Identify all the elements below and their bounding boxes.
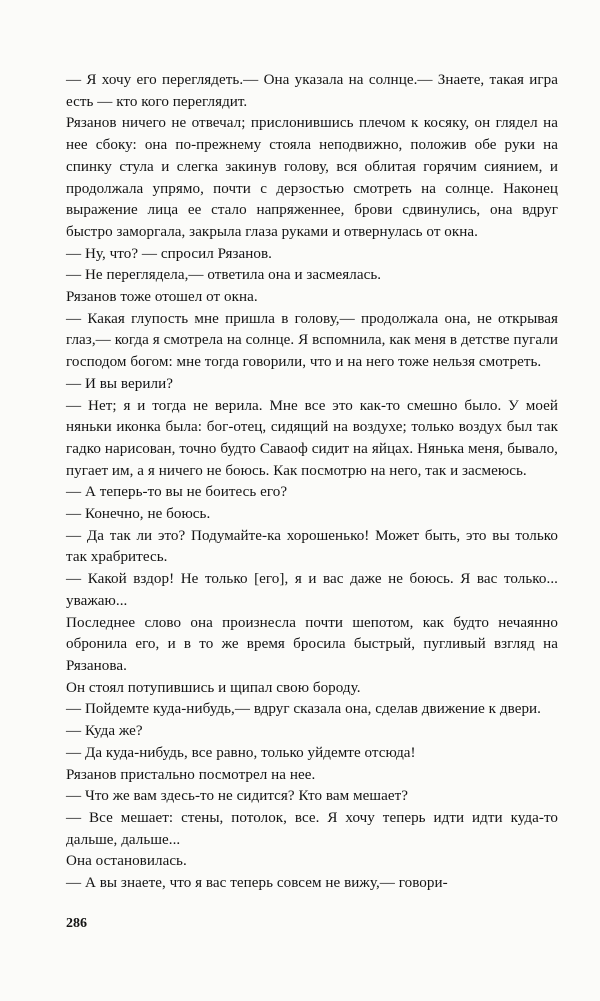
page-number: 286 xyxy=(66,916,87,931)
paragraph-9: — А теперь-то вы не боитесь его? xyxy=(66,484,288,501)
paragraph-15: — Пойдемте куда-нибудь,— вдруг сказала она, сделав движение к двери. xyxy=(66,701,542,718)
paragraph-8: — Нет; я и тогда не верила. Мне все это как-то смешно было. У моей няньки иконка была: бог-отец, сидящий на воздухе; только воздух был так гадко нарисован, точно будто Саваоф сидит на яйцах. Нянька меня, бывало, пугает им, а я ничего не боюсь. Как посмотрю на него, так и засмеюсь. xyxy=(66,397,558,479)
paragraph-7: — И вы верили? xyxy=(66,375,173,392)
paragraph-11: — Да так ли это? Подумайте-ка хорошенько! Может быть, это вы только так храбритесь. xyxy=(66,527,558,566)
paragraph-2: Рязанов ничего не отвечал; прислонившись плечом к косяку, он глядел на нее сбоку: она по-прежнему стояла неподвижно, положив обе руки на спинку стула и слегка закинув голову, вся облитая горячим сиянием, и продолжала упрямо, почти с дерзостью смотреть на солнце. Наконец выражение лица ее стало напряженнее, брови сдвинулись, она вдруг быстро заморгала, закрыла глаза руками и отвернулась от окна. xyxy=(66,115,558,240)
paragraph-5: Рязанов тоже отошел от окна. xyxy=(66,289,258,306)
paragraph-14: Он стоял потупившись и щипал свою бороду. xyxy=(66,679,361,696)
paragraph-20: — Все мешает: стены, потолок, все. Я хочу теперь идти идти куда-то дальше, дальше... xyxy=(66,809,558,848)
body-text xyxy=(66,70,558,895)
paragraph-21: Она остановилась. xyxy=(66,853,187,870)
paragraph-6: — Какая глупость мне пришла в голову,— продолжала она, не открывая глаз,— когда я смотрела на солнце. Я вспомнила, как меня в детстве пугали господом богом: мне тогда говорили, что и на него тоже нельзя смотреть. xyxy=(66,310,558,371)
paragraph-17: — Да куда-нибудь, все равно, только уйдемте отсюда! xyxy=(66,744,416,761)
paragraph-16: — Куда же? xyxy=(66,723,143,740)
paragraph-19: — Что же вам здесь-то не сидится? Кто вам мешает? xyxy=(66,788,408,805)
paragraph-4: — Не переглядела,— ответила она и засмеялась. xyxy=(66,267,382,284)
paragraph-22: — А вы знаете, что я вас теперь совсем не вижу,— говори- xyxy=(66,875,448,892)
paragraph-1: — Я хочу его переглядеть.— Она указала на солнце.— Знаете, такая игра есть — кто кого переглядит. xyxy=(66,72,558,110)
paragraph-12: — Какой вздор! Не только [его], я и вас даже не боюсь. Я вас только... уважаю... xyxy=(66,571,558,609)
paragraph-3: — Ну, что? — спросил Рязанов. xyxy=(66,245,272,262)
paragraph-13: Последнее слово она произнесла почти шепотом, как будто нечаянно обронила его, и в то же время бросила быстрый, пугливый взгляд на Рязанова. xyxy=(66,614,558,674)
paragraph-18: Рязанов пристально посмотрел на нее. xyxy=(66,766,316,783)
paragraph-10: — Конечно, не боюсь. xyxy=(66,506,211,523)
